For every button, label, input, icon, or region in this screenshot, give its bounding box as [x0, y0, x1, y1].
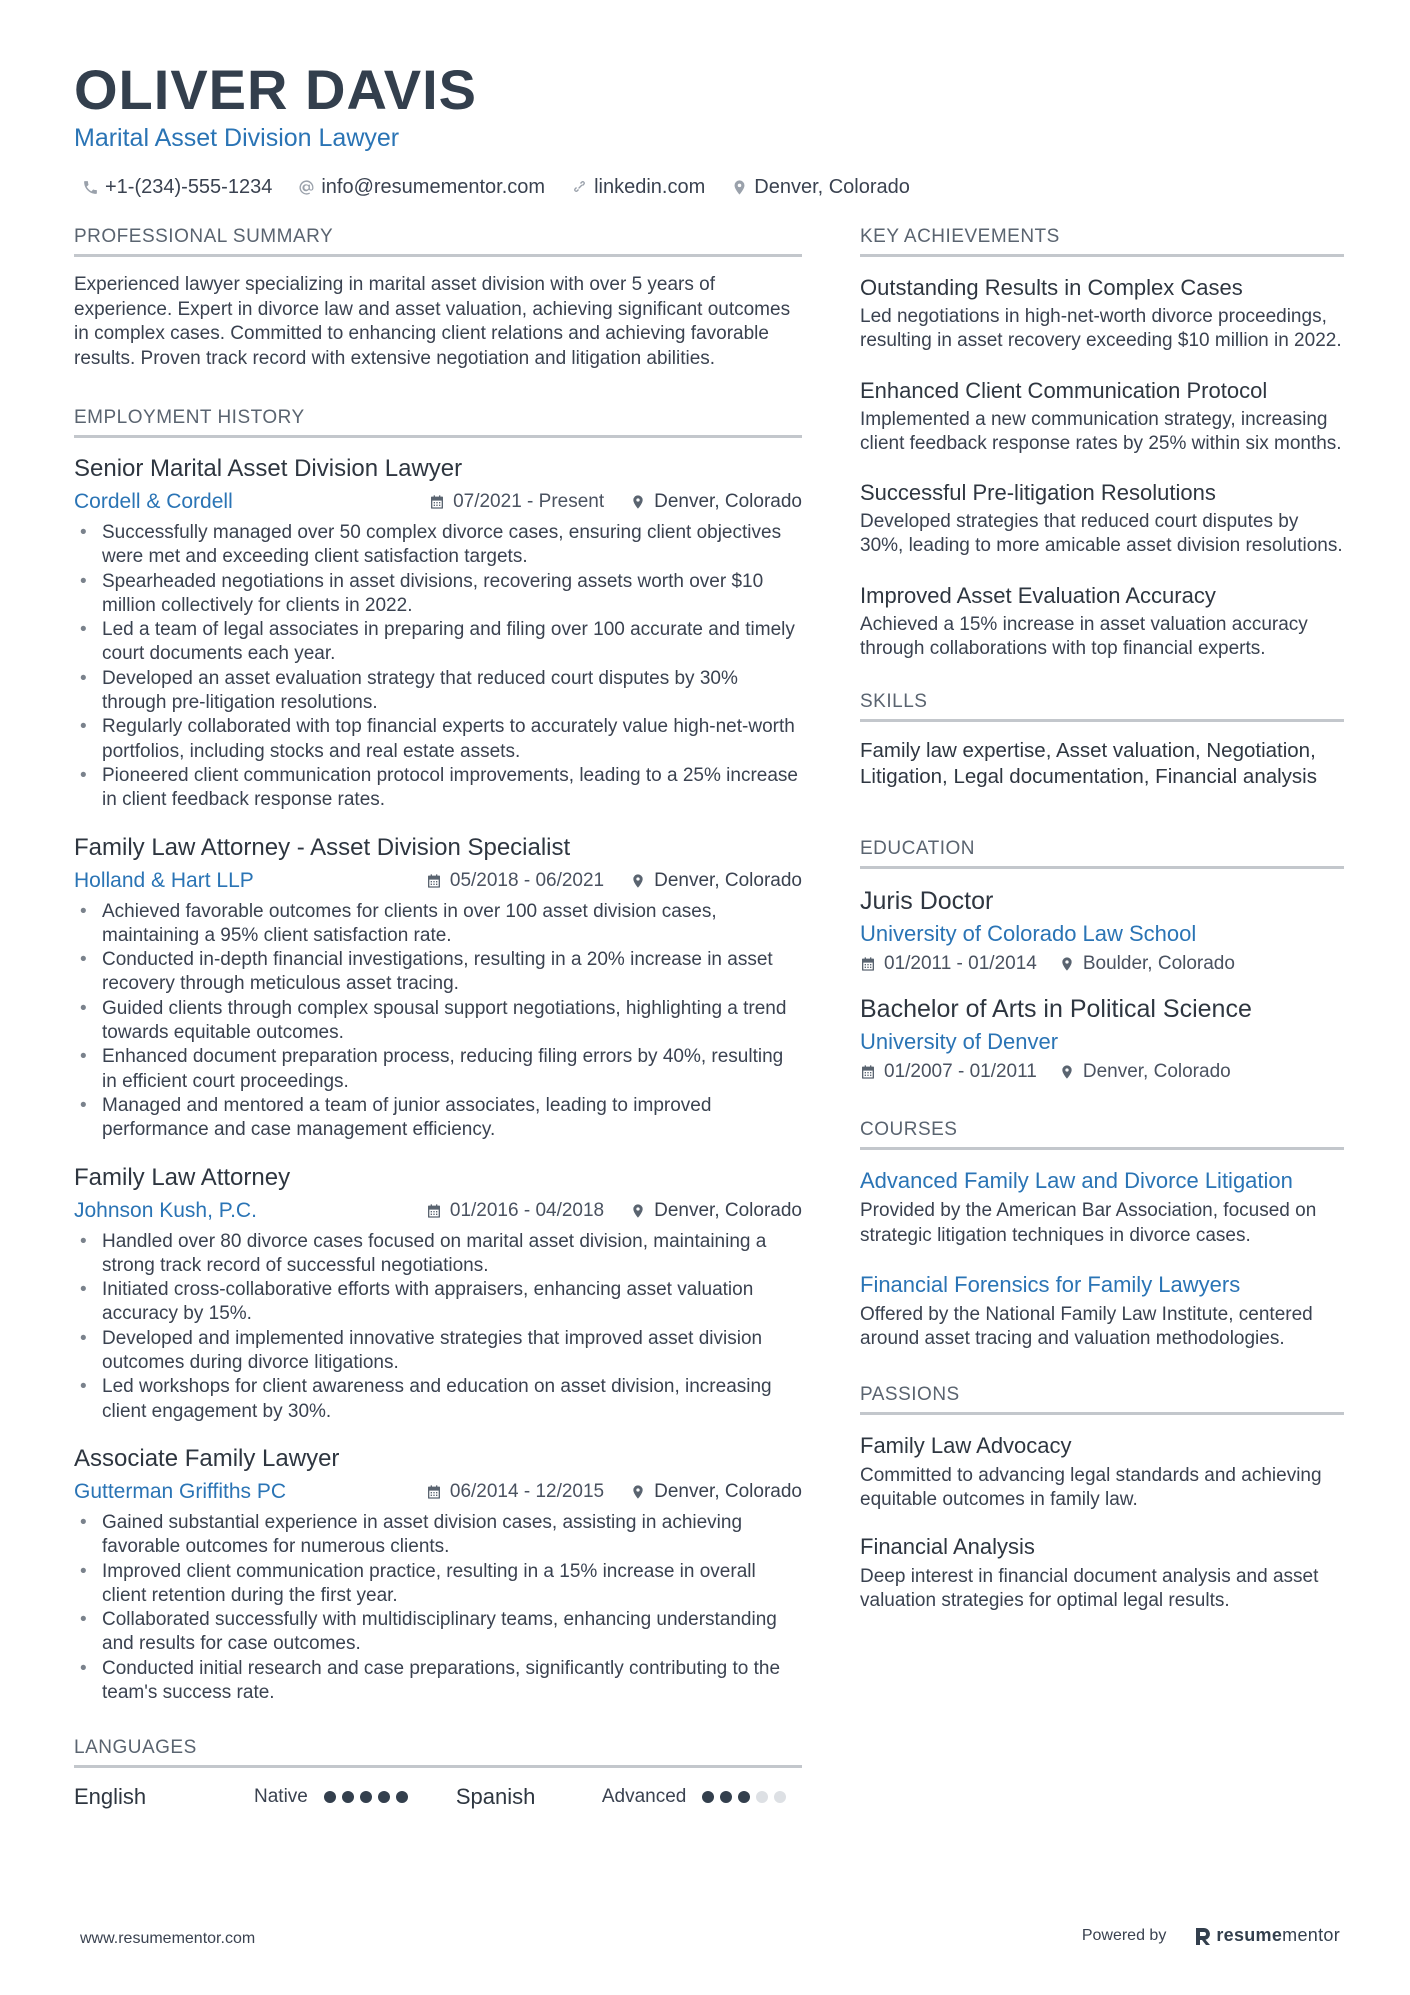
section-title-summary: PROFESSIONAL SUMMARY — [74, 226, 802, 257]
list-item — [74, 667, 802, 716]
map-pin-icon — [630, 1484, 646, 1500]
calendar-icon — [429, 494, 445, 510]
bullet-text: Conducted initial research and case preparations, significantly contributing to the team's success rate. — [102, 1657, 781, 1703]
language-name: English — [74, 1784, 147, 1810]
passion-item — [860, 1431, 1344, 1513]
job-dates-text: 07/2021 - Present — [453, 491, 605, 512]
education-school: University of Denver — [860, 1029, 1059, 1055]
bullet-text: Developed and implemented innovative strategies that improved asset division outcomes during divorce litigations. — [102, 1327, 763, 1374]
bullet-text: Guided clients through complex spousal support negotiations, highlighting a trend towards equitable outcomes. — [102, 997, 787, 1044]
job-location-text: Denver, Colorado — [654, 1199, 802, 1221]
job-meta-right — [426, 1200, 802, 1222]
rating-dot-filled — [360, 1791, 372, 1803]
list-item — [74, 570, 802, 619]
achievement-item — [860, 581, 1344, 662]
rating-dot-filled — [396, 1791, 408, 1803]
bullet-dot-icon: • — [80, 997, 87, 1019]
bullet-text: Spearheaded negotiations in asset divisions, recovering assets worth over $10 million collectively for clients in 2022. — [102, 570, 764, 616]
list-item — [74, 1327, 802, 1376]
bullet-text: Led workshops for client awareness and education on asset division, increasing client engagement by 30%. — [102, 1376, 772, 1422]
list-item — [74, 1560, 802, 1609]
job-dates-text: 05/2018 - 06/2021 — [449, 869, 605, 891]
job-bullets — [74, 1511, 802, 1705]
job-company: Johnson Kush, P.C. — [74, 1198, 257, 1222]
bullet-dot-icon: • — [80, 900, 87, 922]
rating-dot-empty — [774, 1791, 786, 1803]
section-title-employment: EMPLOYMENT HISTORY — [74, 407, 802, 438]
bullet-dot-icon: • — [80, 1327, 87, 1349]
language-name: Spanish — [455, 1784, 536, 1810]
bullet-dot-icon: • — [80, 1230, 87, 1252]
education-section — [860, 838, 1344, 1083]
education-dates — [860, 1061, 1037, 1083]
calendar-icon — [860, 1064, 876, 1080]
course-title: Financial Forensics for Family Lawyers — [860, 1271, 1241, 1297]
bullet-text: Led a team of legal associates in preparing and filing over 100 accurate and timely court documents each year. — [102, 619, 795, 665]
job-location-text: Denver, Colorado — [654, 1480, 802, 1502]
left-column — [74, 226, 802, 1810]
summary-section — [74, 226, 802, 371]
map-pin-icon — [630, 873, 646, 889]
list-item — [74, 1230, 802, 1279]
education-dates — [860, 953, 1037, 975]
course-desc: Offered by the National Family Law Institute, centered around asset tracing and valuation methodologies. — [860, 1303, 1313, 1350]
list-item — [74, 1608, 802, 1657]
list-item — [74, 997, 802, 1046]
job-location-text: Denver, Colorado — [654, 491, 802, 512]
bullet-dot-icon: • — [80, 764, 87, 786]
rating-dot-filled — [378, 1791, 390, 1803]
bullet-dot-icon: • — [80, 619, 87, 641]
course-item — [860, 1166, 1344, 1248]
skills-section — [860, 691, 1344, 790]
bullet-text: Successfully managed over 50 complex divorce cases, ensuring client objectives were met and exceeding client satisfaction targets. — [102, 522, 782, 568]
rating-dot-filled — [324, 1791, 336, 1803]
passion-item — [860, 1532, 1344, 1614]
job-location — [630, 1481, 802, 1503]
job-location — [630, 1200, 802, 1222]
bullet-dot-icon: • — [80, 1094, 87, 1116]
brand-name-bold: resume — [1216, 1925, 1283, 1945]
bullet-dot-icon: • — [80, 1376, 87, 1398]
education-location-text: Boulder, Colorado — [1082, 953, 1235, 975]
education-item — [860, 885, 1344, 975]
job-title: Senior Marital Asset Division Lawyer — [74, 455, 463, 482]
map-pin-icon — [1059, 1064, 1075, 1080]
courses-section — [860, 1119, 1344, 1351]
rating-dot-filled — [738, 1791, 750, 1803]
contact-email[interactable] — [298, 176, 545, 199]
job-company: Cordell & Cordell — [74, 490, 233, 513]
language-rating — [324, 1791, 414, 1803]
job-bullets — [74, 1230, 802, 1424]
job-entry — [74, 1444, 802, 1705]
achievement-title: Successful Pre-litigation Resolutions — [860, 480, 1216, 506]
footer-website[interactable]: www.resumementor.com — [80, 1930, 256, 1947]
bullet-dot-icon: • — [80, 522, 87, 543]
language-item — [456, 1784, 793, 1810]
bullet-text: Collaborated successfully with multidisciplinary teams, enhancing understanding and results for case outcomes. — [102, 1609, 777, 1655]
job-title: Family Law Attorney - Asset Division Specialist — [74, 833, 571, 861]
passion-desc: Deep interest in financial document analysis and asset valuation strategies for optimal legal results. — [860, 1566, 1319, 1612]
bullet-text: Conducted in-depth financial investigations, resulting in a 20% increase in asset recovery through meticulous asset tracing. — [102, 949, 773, 995]
bullet-text: Enhanced document preparation process, reducing filing errors by 40%, resulting in efficient court proceedings. — [102, 1046, 784, 1092]
phone-icon — [82, 179, 99, 196]
job-dates — [429, 491, 604, 513]
bullet-dot-icon: • — [80, 570, 87, 592]
job-dates-text: 01/2016 - 04/2018 — [449, 1199, 605, 1221]
education-location — [1059, 1061, 1231, 1083]
job-bullets — [74, 900, 802, 1143]
job-dates — [426, 1200, 604, 1222]
job-meta-right — [426, 1481, 802, 1503]
rating-dot-filled — [720, 1791, 732, 1803]
section-title-courses: COURSES — [860, 1119, 1344, 1150]
education-school: University of Colorado Law School — [860, 921, 1197, 947]
passion-title: Financial Analysis — [860, 1534, 1035, 1560]
bullet-dot-icon: • — [80, 1511, 87, 1533]
job-dates-text: 06/2014 - 12/2015 — [449, 1480, 605, 1502]
calendar-icon — [426, 873, 442, 889]
list-item — [74, 1511, 802, 1560]
bullet-text: Handled over 80 divorce cases focused on marital asset division, maintaining a strong track record of successful negotiations. — [102, 1230, 767, 1276]
language-rating — [702, 1791, 792, 1803]
map-pin-icon — [731, 179, 748, 196]
calendar-icon — [426, 1203, 442, 1219]
bullet-text: Developed an asset evaluation strategy that reduced court disputes by 30% through pre-litigation resolutions. — [102, 667, 738, 714]
section-title-languages: LANGUAGES — [74, 1737, 802, 1768]
course-title: Advanced Family Law and Divorce Litigation — [860, 1168, 1293, 1194]
list-item — [74, 764, 802, 813]
list-item — [74, 1045, 802, 1094]
brand-logo[interactable] — [1194, 1925, 1340, 1946]
language-level: Advanced — [601, 1786, 687, 1808]
calendar-icon — [426, 1484, 442, 1500]
footer-branding — [1082, 1925, 1340, 1946]
resumementor-logo-icon — [1194, 1926, 1212, 1946]
map-pin-icon — [1059, 956, 1075, 972]
bullet-dot-icon: • — [80, 1657, 87, 1679]
list-item — [74, 521, 802, 570]
rating-dot-empty — [756, 1791, 768, 1803]
job-company: Holland & Hart LLP — [74, 868, 254, 892]
job-meta-right — [426, 870, 802, 892]
contact-linkedin[interactable] — [571, 176, 705, 199]
job-title: Family Law Attorney — [74, 1163, 291, 1191]
course-item — [860, 1270, 1344, 1352]
list-item — [74, 1657, 802, 1706]
passions-section — [860, 1384, 1344, 1614]
achievement-title: Outstanding Results in Complex Cases — [860, 275, 1243, 300]
achievement-desc: Developed strategies that reduced court disputes by 30%, leading to more amicable asset division resolutions. — [860, 511, 1343, 557]
education-dates-text: 01/2007 - 01/2011 — [884, 1061, 1037, 1083]
calendar-icon — [860, 956, 876, 972]
contact-bar — [74, 176, 1344, 199]
resume-header — [74, 58, 1344, 199]
job-entry — [74, 1163, 802, 1424]
summary-text: Experienced lawyer specializing in marital asset division with over 5 years of experience. Expert in divorce law and asset valuation, achieving significant outcomes in complex cases. Committed to enhancing client relations and achieving favorable results. Proven track record with extensive negotiation and litigation abilities. — [74, 274, 791, 369]
linkedin-text: linkedin.com — [594, 176, 706, 198]
job-meta — [74, 866, 802, 896]
bullet-dot-icon: • — [80, 1046, 87, 1068]
job-location — [630, 491, 802, 513]
education-meta — [860, 953, 1344, 975]
job-meta — [74, 1477, 802, 1507]
list-item — [74, 900, 802, 949]
location-text: Denver, Colorado — [754, 176, 910, 198]
employment-section — [74, 407, 802, 1705]
list-item — [74, 1375, 802, 1424]
job-title: Associate Family Lawyer — [74, 1444, 340, 1472]
bullet-text: Gained substantial experience in asset division cases, assisting in achieving favorable outcomes for numerous clients. — [102, 1511, 743, 1558]
map-pin-icon — [630, 1203, 646, 1219]
language-level: Native — [254, 1786, 308, 1808]
achievement-item — [860, 273, 1344, 354]
right-column — [860, 226, 1344, 1634]
link-icon — [571, 179, 588, 196]
achievement-item — [860, 478, 1344, 559]
job-meta-right — [429, 491, 802, 513]
education-degree: Bachelor of Arts in Political Science — [860, 995, 1252, 1024]
language-item — [74, 1784, 414, 1810]
email-text: info@resumementor.com — [321, 176, 546, 198]
bullet-text: Achieved favorable outcomes for clients in over 100 asset division cases, maintaining a 95% client satisfaction rate. — [102, 900, 717, 946]
section-title-education: EDUCATION — [860, 838, 1344, 869]
bullet-dot-icon: • — [80, 1560, 87, 1582]
passion-title: Family Law Advocacy — [860, 1432, 1072, 1458]
map-pin-icon — [630, 494, 646, 510]
list-item — [74, 1094, 802, 1143]
phone-text: +1-(234)-555-1234 — [105, 176, 273, 198]
bullet-dot-icon: • — [80, 716, 87, 738]
list-item — [74, 1278, 802, 1327]
achievement-item — [860, 376, 1344, 457]
course-desc: Provided by the American Bar Association, focused on strategic litigation techniques in divorce cases. — [860, 1200, 1317, 1246]
bullet-text: Managed and mentored a team of junior associates, leading to improved performance and case management efficiency. — [102, 1094, 712, 1141]
at-icon — [298, 179, 315, 196]
job-company: Gutterman Griffiths PC — [74, 1479, 287, 1503]
bullet-text: Initiated cross-collaborative efforts with appraisers, enhancing asset valuation accuracy by 15%. — [102, 1279, 754, 1325]
job-entry — [74, 454, 802, 813]
job-location — [630, 870, 802, 892]
candidate-role: Marital Asset Division Lawyer — [74, 124, 400, 152]
bullet-text: Improved client communication practice, resulting in a 15% increase in overall client retention during the first year. — [102, 1560, 756, 1606]
job-location-text: Denver, Colorado — [654, 869, 802, 891]
job-dates — [426, 870, 604, 892]
languages-row — [74, 1784, 802, 1810]
job-meta — [74, 1196, 802, 1226]
bullet-dot-icon: • — [80, 667, 87, 689]
languages-section — [74, 1737, 802, 1810]
rating-dot-filled — [702, 1791, 714, 1803]
education-degree: Juris Doctor — [860, 887, 994, 916]
education-meta — [860, 1061, 1344, 1083]
achievement-title: Improved Asset Evaluation Accuracy — [860, 582, 1216, 608]
section-title-passions: PASSIONS — [860, 1384, 1344, 1415]
job-meta — [74, 487, 802, 517]
list-item — [74, 948, 802, 997]
education-dates-text: 01/2011 - 01/2014 — [884, 953, 1037, 975]
brand-name-light: mentor — [1282, 1925, 1340, 1945]
list-item — [74, 715, 802, 764]
job-entry — [74, 833, 802, 1143]
passion-desc: Committed to advancing legal standards and achieving equitable outcomes in family law. — [860, 1464, 1322, 1510]
education-location-text: Denver, Colorado — [1082, 1061, 1231, 1083]
powered-by-label: Powered by — [1081, 1926, 1167, 1944]
section-title-skills: SKILLS — [860, 691, 1344, 722]
contact-phone[interactable] — [82, 176, 272, 199]
achievement-desc: Achieved a 15% increase in asset valuation accuracy through collaborations with top financial experts. — [860, 613, 1308, 660]
list-item — [74, 618, 802, 667]
contact-location — [731, 176, 910, 199]
rating-dot-filled — [342, 1791, 354, 1803]
bullet-dot-icon: • — [80, 1279, 87, 1301]
job-dates — [426, 1481, 604, 1503]
job-bullets — [74, 521, 802, 813]
achievement-title: Enhanced Client Communication Protocol — [860, 377, 1268, 403]
section-title-achievements: KEY ACHIEVEMENTS — [860, 226, 1344, 257]
achievement-desc: Implemented a new communication strategy, increasing client feedback response rates by 25% within six months. — [860, 408, 1342, 454]
bullet-text: Pioneered client communication protocol improvements, leading to a 25% increase in client feedback response rates. — [102, 764, 798, 811]
skills-text: Family law expertise, Asset valuation, Negotiation, Litigation, Legal documentation, Financial analysis — [860, 739, 1317, 789]
education-item — [860, 993, 1344, 1083]
achievements-section — [860, 226, 1344, 661]
bullet-dot-icon: • — [80, 949, 87, 971]
education-location — [1059, 953, 1235, 975]
bullet-dot-icon: • — [80, 1609, 87, 1631]
bullet-text: Regularly collaborated with top financial experts to accurately value high-net-worth portfolios, including stocks and real estate assets. — [102, 716, 795, 762]
candidate-name: OLIVER DAVIS — [74, 58, 478, 121]
achievement-desc: Led negotiations in high-net-worth divorce proceedings, resulting in asset recovery exceeding $10 million in 2022. — [860, 306, 1342, 352]
